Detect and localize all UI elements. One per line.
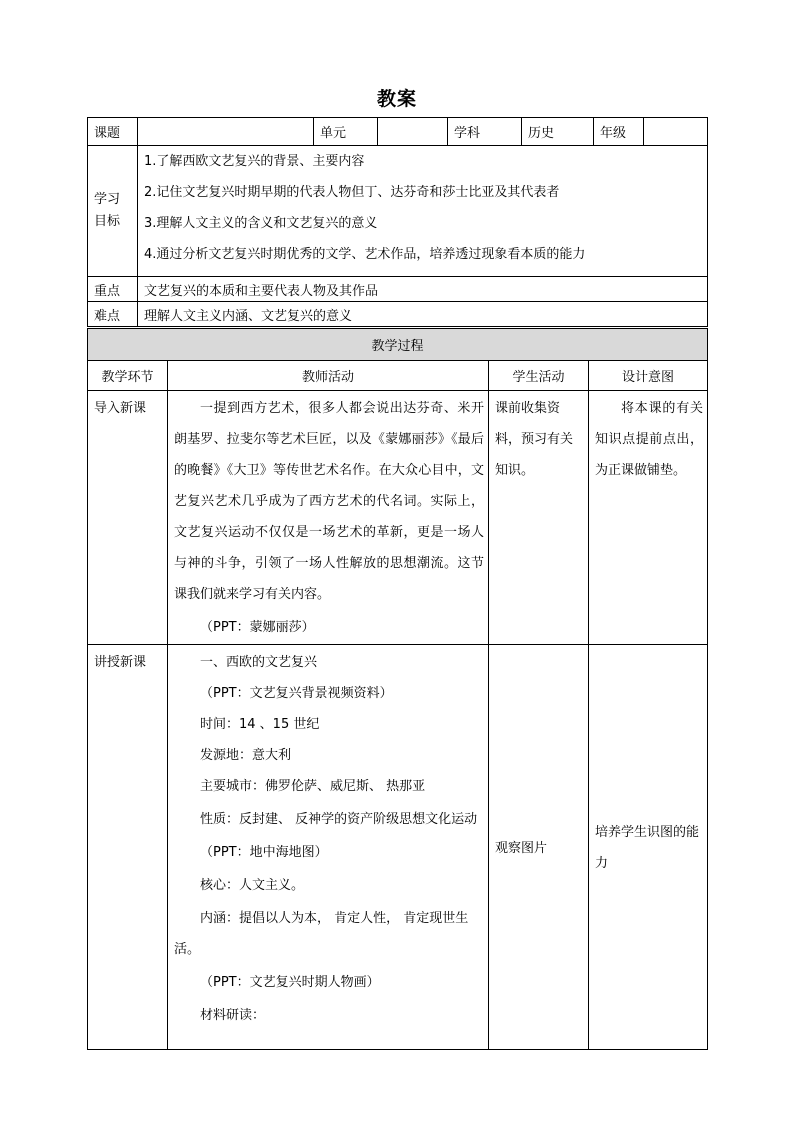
new-student: 观察图片 [489, 645, 589, 1050]
lesson-info-table [87, 117, 708, 327]
column-header-teacher: 教师活动 [168, 361, 489, 391]
difficulty-value: 理解人文主义内涵、文艺复兴的意义 [138, 302, 708, 327]
intro-intent: 将本课的有关知识点提前点出，为正课做铺垫。 [589, 391, 708, 645]
new-line: 一、西欧的文艺复兴 [200, 655, 318, 670]
new-map-note: （PPT：地中海地图） [200, 845, 328, 860]
process-header-row [88, 361, 708, 391]
new-line: 时间：14 、15 世纪 [200, 717, 320, 732]
grade-label: 年级 [594, 118, 644, 146]
key-point-row [88, 277, 708, 302]
column-header-student: 学生活动 [489, 361, 589, 391]
new-portrait-note: （PPT：文艺复兴时期人物画） [200, 975, 380, 990]
objective-item: 3.理解人文主义的含义和文艺复兴的意义 [144, 216, 378, 231]
unit-value [378, 118, 448, 146]
column-header-intent: 设计意图 [589, 361, 708, 391]
new-line: （PPT：文艺复兴背景视频资料） [200, 686, 393, 701]
intro-stage: 导入新课 [88, 391, 168, 645]
intro-teacher-cell [168, 391, 489, 645]
new-intent: 培养学生识图的能力 [589, 645, 708, 1050]
subject-value: 历史 [522, 118, 594, 146]
page-title: 教案 [376, 88, 417, 110]
difficulty-row [88, 302, 708, 327]
unit-label: 单元 [314, 118, 378, 146]
header-row [88, 118, 708, 146]
objective-item: 2.记住文艺复兴时期早期的代表人物但丁、达芬奇和莎士比亚及其代表者 [144, 185, 560, 200]
new-stage: 讲授新课 [88, 645, 168, 1050]
objectives-list [138, 146, 708, 277]
objective-item: 4.通过分析文艺复兴时期优秀的文学、艺术作品，培养透过现象看本质的能力 [144, 247, 586, 262]
grade-value [644, 118, 708, 146]
lesson-value [138, 118, 314, 146]
column-header-stage: 教学环节 [88, 361, 168, 391]
intro-student: 课前收集资料，预习有关知识。 [489, 391, 589, 645]
new-core: 核心：人文主义。 [200, 878, 305, 893]
new-reading: 材料研读： [200, 1008, 266, 1023]
process-banner: 教学过程 [88, 329, 708, 361]
lesson-label: 课题 [88, 118, 138, 146]
intro-row [88, 391, 708, 645]
objectives-row [88, 146, 708, 277]
objectives-label: 学习 目标 [88, 146, 138, 277]
new-lesson-row [88, 645, 708, 1050]
key-point-value: 文艺复兴的本质和主要代表人物及其作品 [138, 277, 708, 302]
new-nature: 性质：反封建、 反神学的资产阶级思想文化运动 [200, 812, 478, 827]
objective-item: 1.了解西欧文艺复兴的背景、主要内容 [144, 154, 365, 169]
key-point-label: 重点 [88, 277, 138, 302]
difficulty-label: 难点 [88, 302, 138, 327]
new-meaning: 内涵：提倡以人为本， 肯定人性， 肯定现世生活。 [174, 911, 469, 957]
intro-teacher-text: 一提到西方艺术，很多人都会说出达芬奇、米开朗基罗、拉斐尔等艺术巨匠，以及《蒙娜丽莎》《最后的晚餐》《大卫》等传世艺术名作。在大众心目中，文艺复兴艺术几乎成为了西方艺术的代名词。实际上，文艺复兴运动不仅仅是一场艺术的革新，更是一场人与神的斗争，引领了一场人性解放的思想潮流。这节课我们就来学习有关内容。 [174, 401, 484, 602]
teaching-process-table [87, 328, 708, 1050]
subject-label: 学科 [448, 118, 522, 146]
intro-teacher-note: （PPT：蒙娜丽莎） [200, 620, 315, 635]
new-line: 主要城市：佛罗伦萨、威尼斯、 热那亚 [200, 779, 426, 794]
new-teacher-cell [168, 645, 489, 1050]
new-line: 发源地：意大利 [200, 748, 292, 763]
